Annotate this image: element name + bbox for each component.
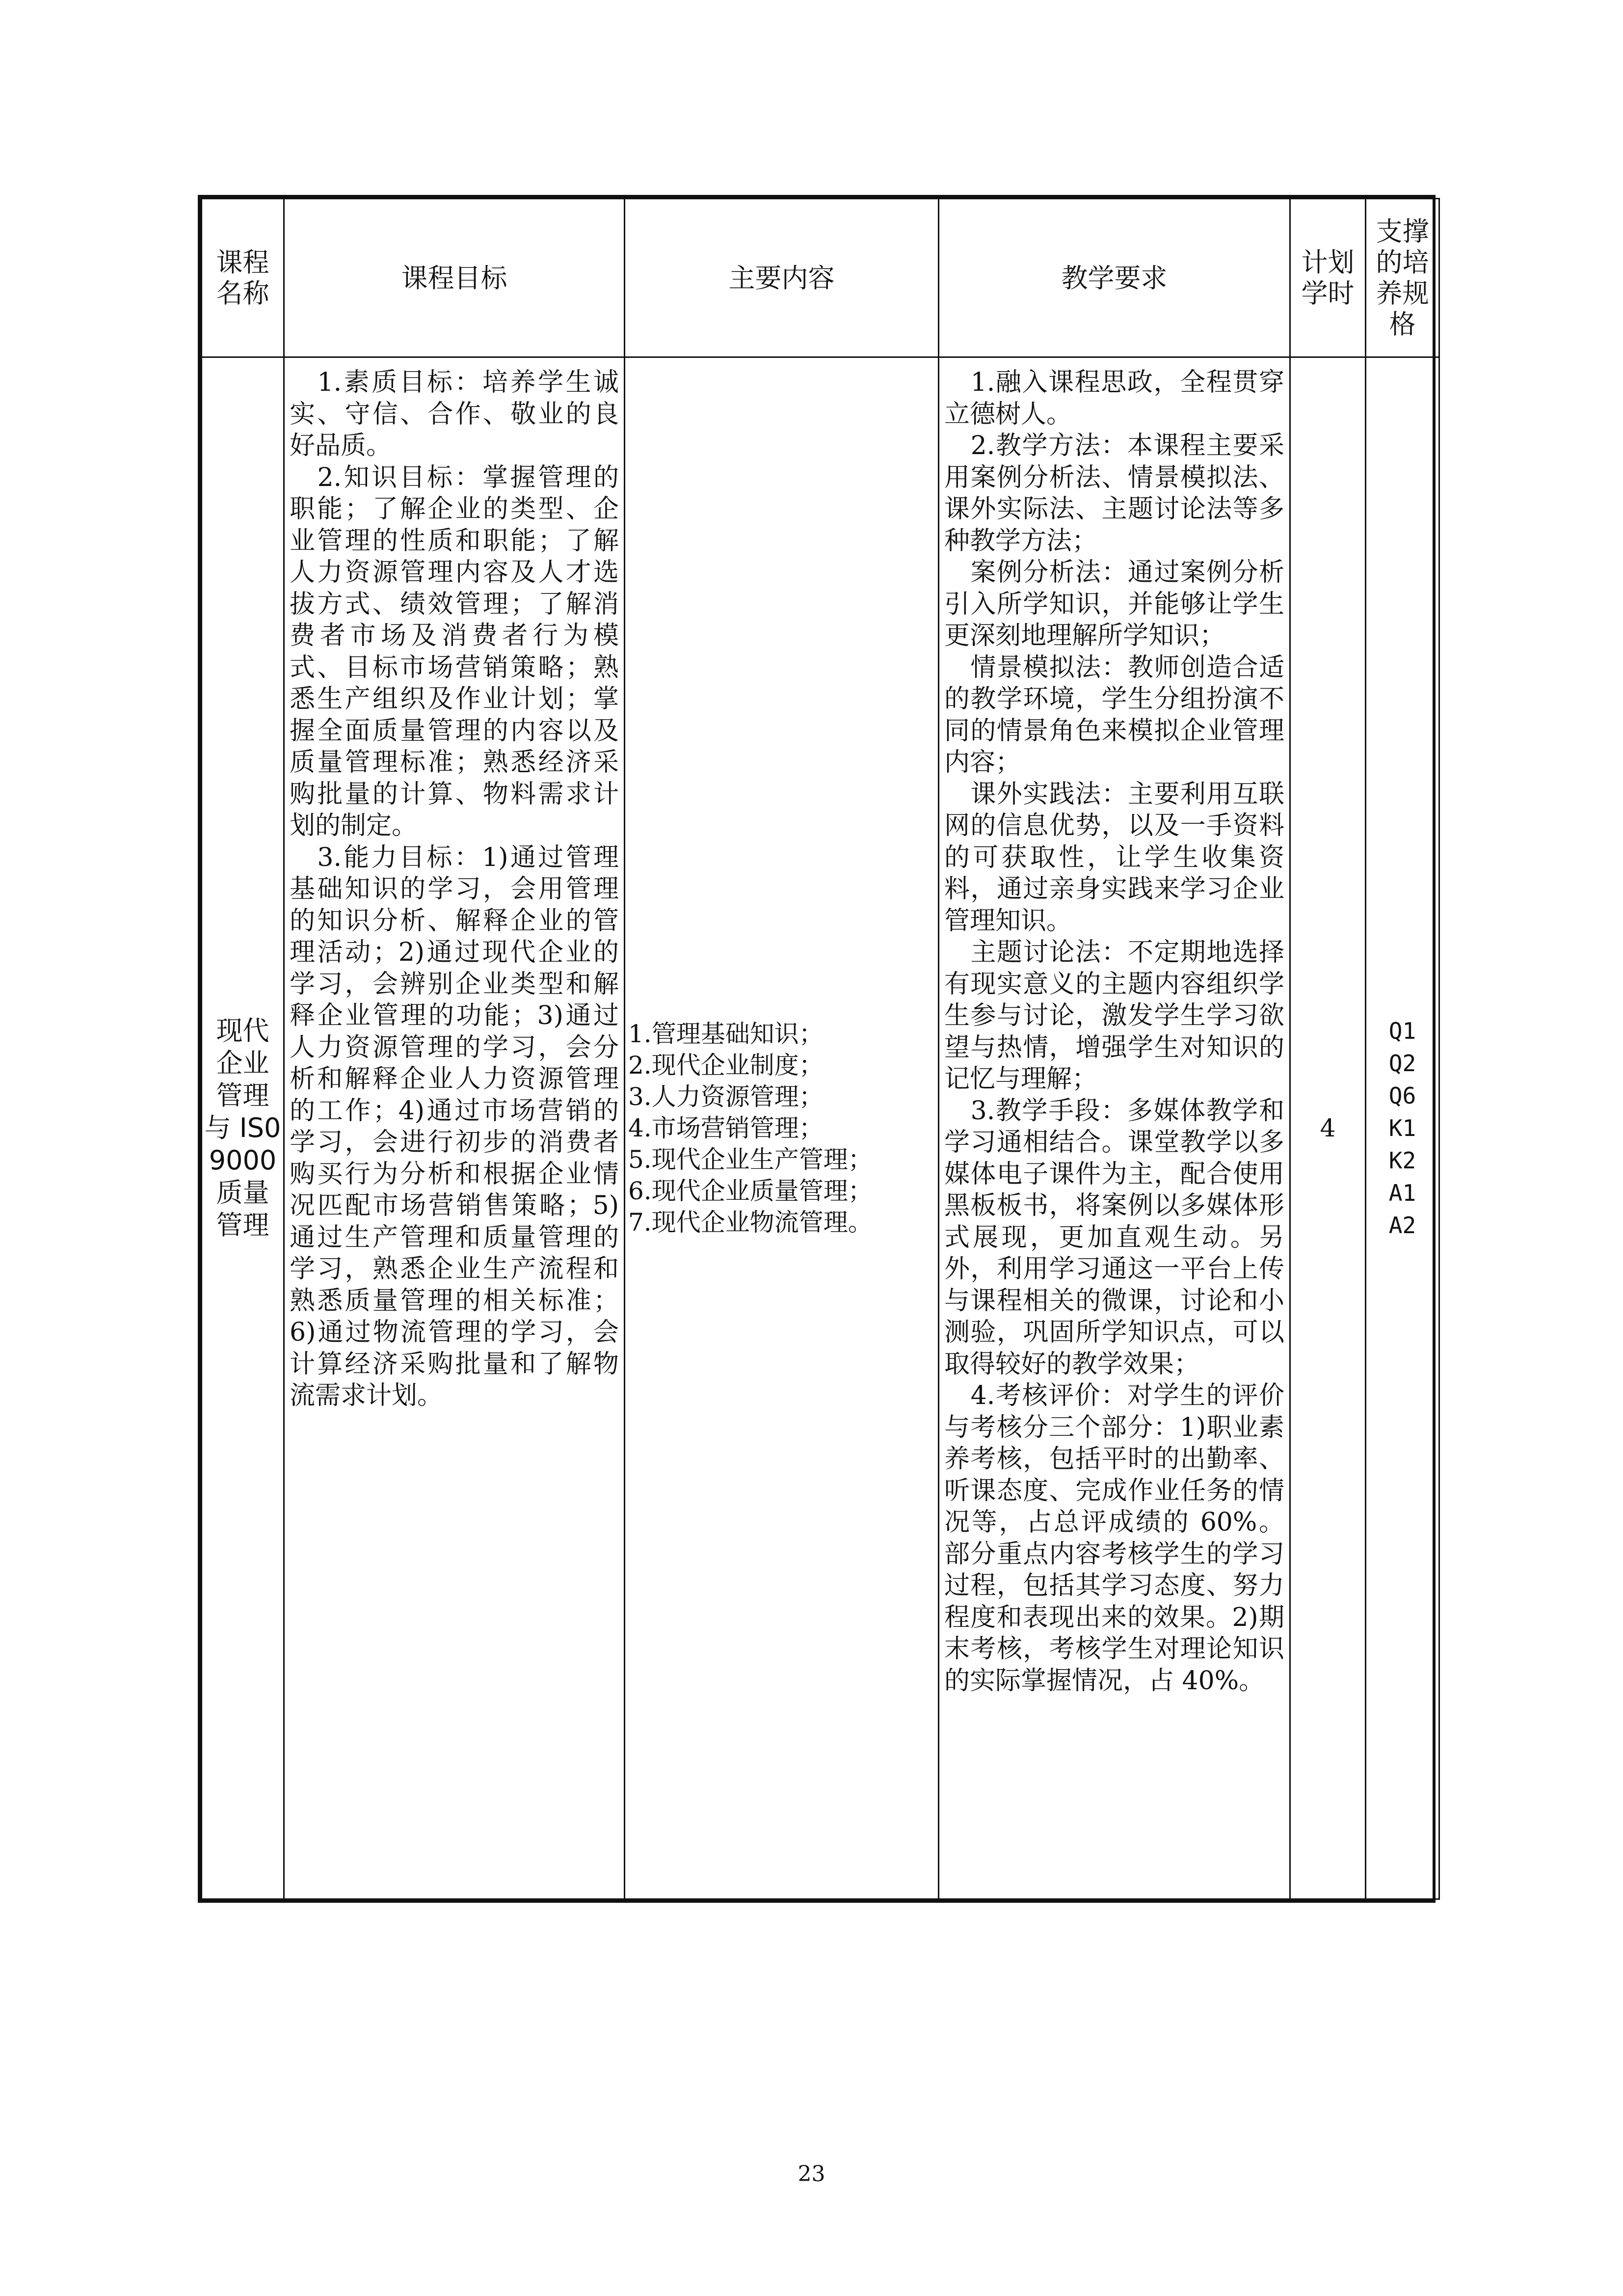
planned-hours-cell: 4: [1290, 357, 1366, 1899]
spec-code: Q1: [1388, 1018, 1416, 1044]
content-item: 3.人力资源管理；: [628, 1082, 824, 1111]
content-item: 7.现代企业物流管理。: [628, 1208, 873, 1237]
content-item: 2.现代企业制度；: [628, 1051, 824, 1080]
spec-code: K1: [1388, 1115, 1416, 1141]
spec-code: A2: [1388, 1212, 1416, 1239]
main-content-cell: [625, 357, 939, 1899]
header-planned-hours: 计划 学时: [1290, 199, 1366, 357]
course-table-frame: [198, 195, 1436, 1903]
course-goal-cell: 1.素质目标：培养学生诚实、守信、合作、敬业的良好品质。 2.知识目标：掌握管理的职能；了解企业的类型、企业管理的性质和职能；了解人力资源管理内容及人才选拔方式、绩效管理；了解消费者市场及消费者行为模式、目标市场营销策略；熟悉生产组织及作业计划；掌握全面质量管理的内容以及质量管理标准；熟悉经济采购批量的计算、物料需求计划的制定。 3.能力目标：1)通过管理基础知识的学习，会用管理的知识分析、解释企业的管理活动；2)通过现代企业的学习，会辨别企业类型和解释企业管理的功能；3)通过人力资源管理的学习，会分析和解释企业人力资源管理的工作；4)通过市场营销的学习，会进行初步的消费者购买行为分析和根据企业情况匹配市场营销售策略；5)通过生产管理和质量管理的学习，熟悉企业生产流程和熟悉质量管理的相关标准；6)通过物流管理的学习，会计算经济采购批量和了解物流需求计划。: [284, 357, 625, 1899]
spec-code: A1: [1388, 1180, 1416, 1206]
content-item: 4.市场营销管理；: [628, 1114, 824, 1142]
header-course-name: 课程 名称: [202, 199, 284, 357]
header-main-content: 主要内容: [625, 199, 939, 357]
spec-code: K2: [1388, 1147, 1416, 1174]
header-course-goal: 课程目标: [284, 199, 625, 357]
supported-spec-cell: [1366, 357, 1439, 1899]
page-number: 23: [798, 2161, 825, 2187]
header-teaching-requirements: 教学要求: [939, 199, 1290, 357]
content-item: 1.管理基础知识；: [628, 1020, 824, 1048]
content-item: 5.现代企业生产管理；: [628, 1145, 873, 1174]
teaching-requirements-cell: 1.融入课程思政，全程贯穿立德树人。 2.教学方法：本课程主要采用案例分析法、情景模拟法、课外实际法、主题讨论法等多种教学方法； 案例分析法：通过案例分析引入所学知识，并能够让学生更深刻地理解所学知识； 情景模拟法：教师创造合适的教学环境，学生分组扮演不同的情景角色来模拟企业管理内容； 课外实践法：主要利用互联网的信息优势，以及一手资料的可获取性，让学生收集资料，通过亲身实践来学习企业管理知识。 主题讨论法：不定期地选择有现实意义的主题内容组织学生参与讨论，激发学生学习欲望与热情，增强学生对知识的记忆与理解； 3.教学手段：多媒体教学和学习通相结合。课堂教学以多媒体电子课件为主，配合使用黑板板书，将案例以多媒体形式展现，更加直观生动。另外，利用学习通这一平台上传与课程相关的微课，讨论和小测验，巩固所学知识点，可以取得较好的教学效果； 4.考核评价：对学生的评价与考核分三个部分：1)职业素养考核，包括平时的出勤率、听课态度、完成作业任务的情况等，占总评成绩的 60%。部分重点内容考核学生的学习过程，包括其学习态度、努力程度和表现出来的效果。2)期末考核，考核学生对理论知识的实际掌握情况，占 40%。: [939, 357, 1290, 1899]
header-supported-spec: 支撑 的培 养规 格: [1366, 199, 1439, 357]
spec-code: Q2: [1388, 1050, 1416, 1077]
spec-code: Q6: [1388, 1082, 1416, 1109]
course-table: [201, 198, 1440, 1900]
content-item: 6.现代企业质量管理；: [628, 1177, 873, 1205]
course-name-cell: 现代 企业 管理 与 IS0 9000 质量 管理: [202, 357, 284, 1899]
table-row: [202, 357, 1439, 1899]
table-header-row: [202, 199, 1439, 357]
